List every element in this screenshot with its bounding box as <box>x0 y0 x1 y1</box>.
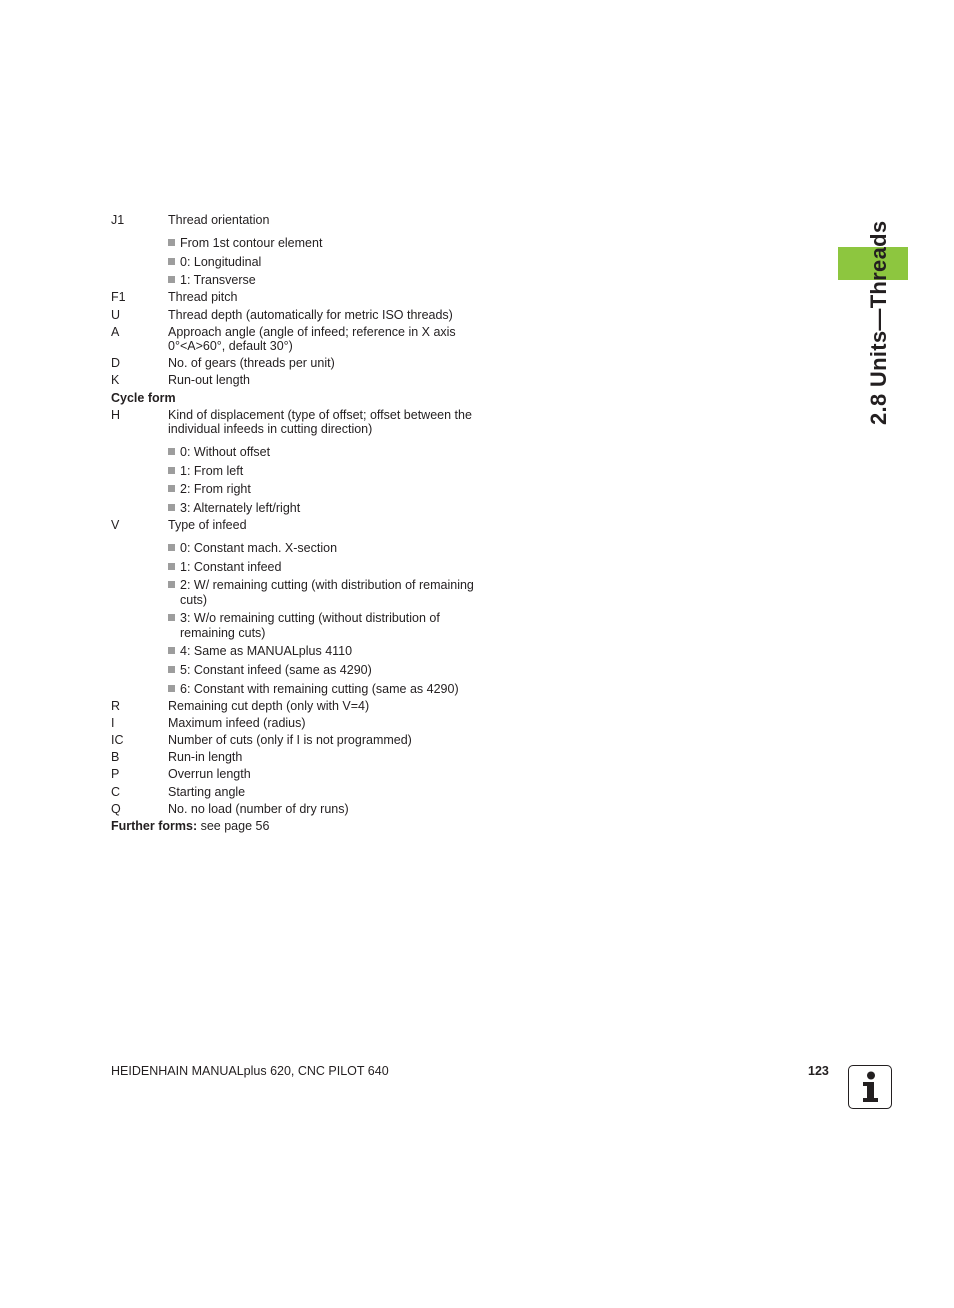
param-desc: No. of gears (threads per unit) <box>168 356 335 370</box>
param-code: J1 <box>111 213 125 227</box>
param-desc: Run-in length <box>168 750 243 764</box>
param-code: V <box>111 518 120 532</box>
bullet-square-icon <box>168 614 175 621</box>
param-desc: Run-out length <box>168 373 251 387</box>
bullet-square-icon <box>168 685 175 692</box>
param-desc: No. no load (number of dry runs) <box>168 802 349 816</box>
list-item: 1: From left <box>168 464 243 479</box>
param-desc-cont: individual infeeds in cutting direction) <box>168 422 373 436</box>
param-code: Q <box>111 802 121 816</box>
param-code: I <box>111 716 115 730</box>
param-code: P <box>111 767 120 781</box>
param-desc: Remaining cut depth (only with V=4) <box>168 699 370 713</box>
further-forms-link[interactable]: see page 56 <box>197 819 270 833</box>
param-desc: Type of infeed <box>168 518 247 532</box>
bullet-square-icon <box>168 666 175 673</box>
param-desc: Thread pitch <box>168 290 238 304</box>
list-item: 2: W/ remaining cutting (with distribution of remaining <box>168 578 474 593</box>
further-forms-note <box>111 819 269 834</box>
list-item: 0: Longitudinal <box>168 255 261 270</box>
param-code: K <box>111 373 120 387</box>
bullet-square-icon <box>168 647 175 654</box>
bullet-square-icon <box>168 467 175 474</box>
section-heading: Cycle form <box>111 391 176 405</box>
param-code: B <box>111 750 120 764</box>
list-item: 3: Alternately left/right <box>168 501 300 516</box>
param-code: D <box>111 356 121 370</box>
bullet-square-icon <box>168 563 175 570</box>
param-desc: Thread orientation <box>168 213 270 227</box>
bullet-square-icon <box>168 276 175 283</box>
param-code: C <box>111 785 121 799</box>
param-desc: Starting angle <box>168 785 246 799</box>
list-item: 0: Constant mach. X-section <box>168 541 337 556</box>
list-item: 2: From right <box>168 482 251 497</box>
list-item: 1: Constant infeed <box>168 560 281 575</box>
param-desc-cont: 0°<A>60°, default 30°) <box>168 339 293 353</box>
param-code: H <box>111 408 121 422</box>
bullet-square-icon <box>168 504 175 511</box>
further-forms-label: Further forms: <box>111 819 198 833</box>
param-desc: Kind of displacement (type of offset; offset between the <box>168 408 472 422</box>
param-desc: Number of cuts (only if I is not programmed) <box>168 733 412 747</box>
param-code: A <box>111 325 120 339</box>
param-desc: Maximum infeed (radius) <box>168 716 306 730</box>
list-item: 1: Transverse <box>168 273 256 288</box>
param-code: IC <box>111 733 124 747</box>
page-number: 123 <box>808 1064 829 1078</box>
list-item: 6: Constant with remaining cutting (same as 4290) <box>168 682 459 697</box>
param-desc: Approach angle (angle of infeed; reference in X axis <box>168 325 456 339</box>
param-code: F1 <box>111 290 126 304</box>
bullet-square-icon <box>168 448 175 455</box>
bullet-square-icon <box>168 239 175 246</box>
list-item: From 1st contour element <box>168 236 322 251</box>
list-item: 4: Same as MANUALplus 4110 <box>168 644 352 659</box>
bullet-square-icon <box>168 485 175 492</box>
list-item: 3: W/o remaining cutting (without distribution of <box>168 611 440 626</box>
param-code: R <box>111 699 121 713</box>
bullet-square-icon <box>168 581 175 588</box>
list-item-cont: cuts) <box>180 593 208 607</box>
footer-text: HEIDENHAIN MANUALplus 620, CNC PILOT 640 <box>111 1064 389 1078</box>
chapter-title: 2.8 Units—Threads <box>866 220 891 425</box>
list-item: 0: Without offset <box>168 445 270 460</box>
param-desc: Overrun length <box>168 767 251 781</box>
info-icon <box>848 1065 892 1109</box>
list-item: 5: Constant infeed (same as 4290) <box>168 663 372 678</box>
param-desc: Thread depth (automatically for metric ISO threads) <box>168 308 453 322</box>
bullet-square-icon <box>168 544 175 551</box>
param-code: U <box>111 308 121 322</box>
list-item-cont: remaining cuts) <box>180 626 266 640</box>
bullet-square-icon <box>168 258 175 265</box>
